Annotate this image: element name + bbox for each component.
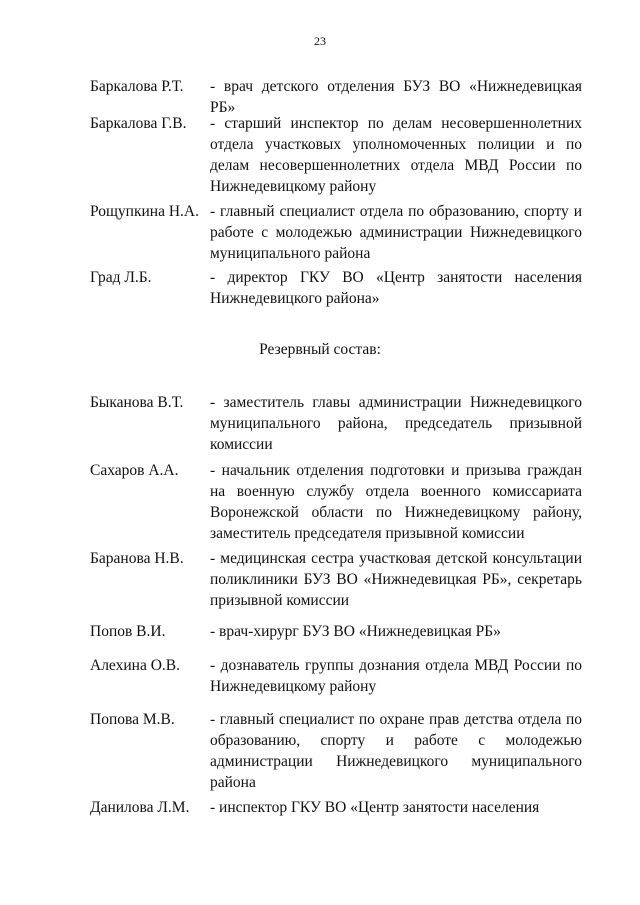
member-name: Рощупкина Н.А. (90, 203, 199, 220)
member-position: - главный специалист по охране прав детства отдела по образованию, спорту и работе с молодежью администрации Нижнедевицкого муниципального района (210, 711, 582, 791)
member-name: Баркалова Р.Т. (90, 78, 184, 95)
page-number: 23 (314, 34, 326, 48)
member-position: - начальник отделения подготовки и призыва граждан на военную службу отдела военного комиссариата Воронежской области по Нижнедевицкому району, заместитель председателя призывной комиссии (210, 462, 582, 542)
list-item (90, 621, 582, 642)
list-item (90, 392, 582, 455)
member-position: - заместитель главы администрации Нижнедевицкого муниципального района, председатель призывной комиссии (210, 394, 582, 453)
reserve-heading: Резервный состав: (259, 341, 381, 358)
member-position: - врач-хирург БУЗ ВО «Нижнедевицкая РБ» (210, 623, 501, 640)
member-position: - директор ГКУ ВО «Центр занятости населения Нижнедевицкого района» (210, 269, 582, 307)
list-item (90, 76, 582, 118)
member-name: Данилова Л.М. (90, 799, 190, 816)
member-position: - главный специалист отдела по образованию, спорту и работе с молодежью администрации Нижнедевицкого муниципального района (210, 203, 582, 262)
list-item (90, 548, 582, 611)
member-position: - инспектор ГКУ ВО «Центр занятости населения (210, 799, 540, 816)
member-name: Сахаров А.А. (90, 462, 179, 479)
member-position: - дознаватель группы дознания отдела МВД России по Нижнедевицкому району (210, 657, 582, 695)
list-item (90, 201, 582, 264)
member-position: - врач детского отделения БУЗ ВО «Нижнедевицкая РБ» (210, 78, 582, 116)
member-name: Быканова В.Т. (90, 394, 184, 411)
member-position: - старший инспектор по делам несовершеннолетних отдела участковых уполномоченных полиции и по делам несовершеннолетних отдела МВД России по Нижнедевицкому району (210, 115, 582, 195)
member-name: Попов В.И. (90, 623, 166, 640)
member-name: Баранова Н.В. (90, 550, 184, 567)
member-name: Попова М.В. (90, 711, 175, 728)
list-item (90, 709, 582, 793)
member-name: Баркалова Г.В. (90, 115, 187, 132)
list-item (90, 797, 582, 818)
list-item (90, 655, 582, 697)
member-name: Алехина О.В. (90, 657, 180, 674)
list-item (90, 460, 582, 544)
list-item (90, 113, 582, 197)
member-name: Град Л.Б. (90, 269, 152, 286)
list-item (90, 267, 582, 309)
member-position: - медицинская сестра участковая детской консультации поликлиники БУЗ ВО «Нижнедевицкая РБ», секретарь призывной комиссии (210, 550, 582, 609)
